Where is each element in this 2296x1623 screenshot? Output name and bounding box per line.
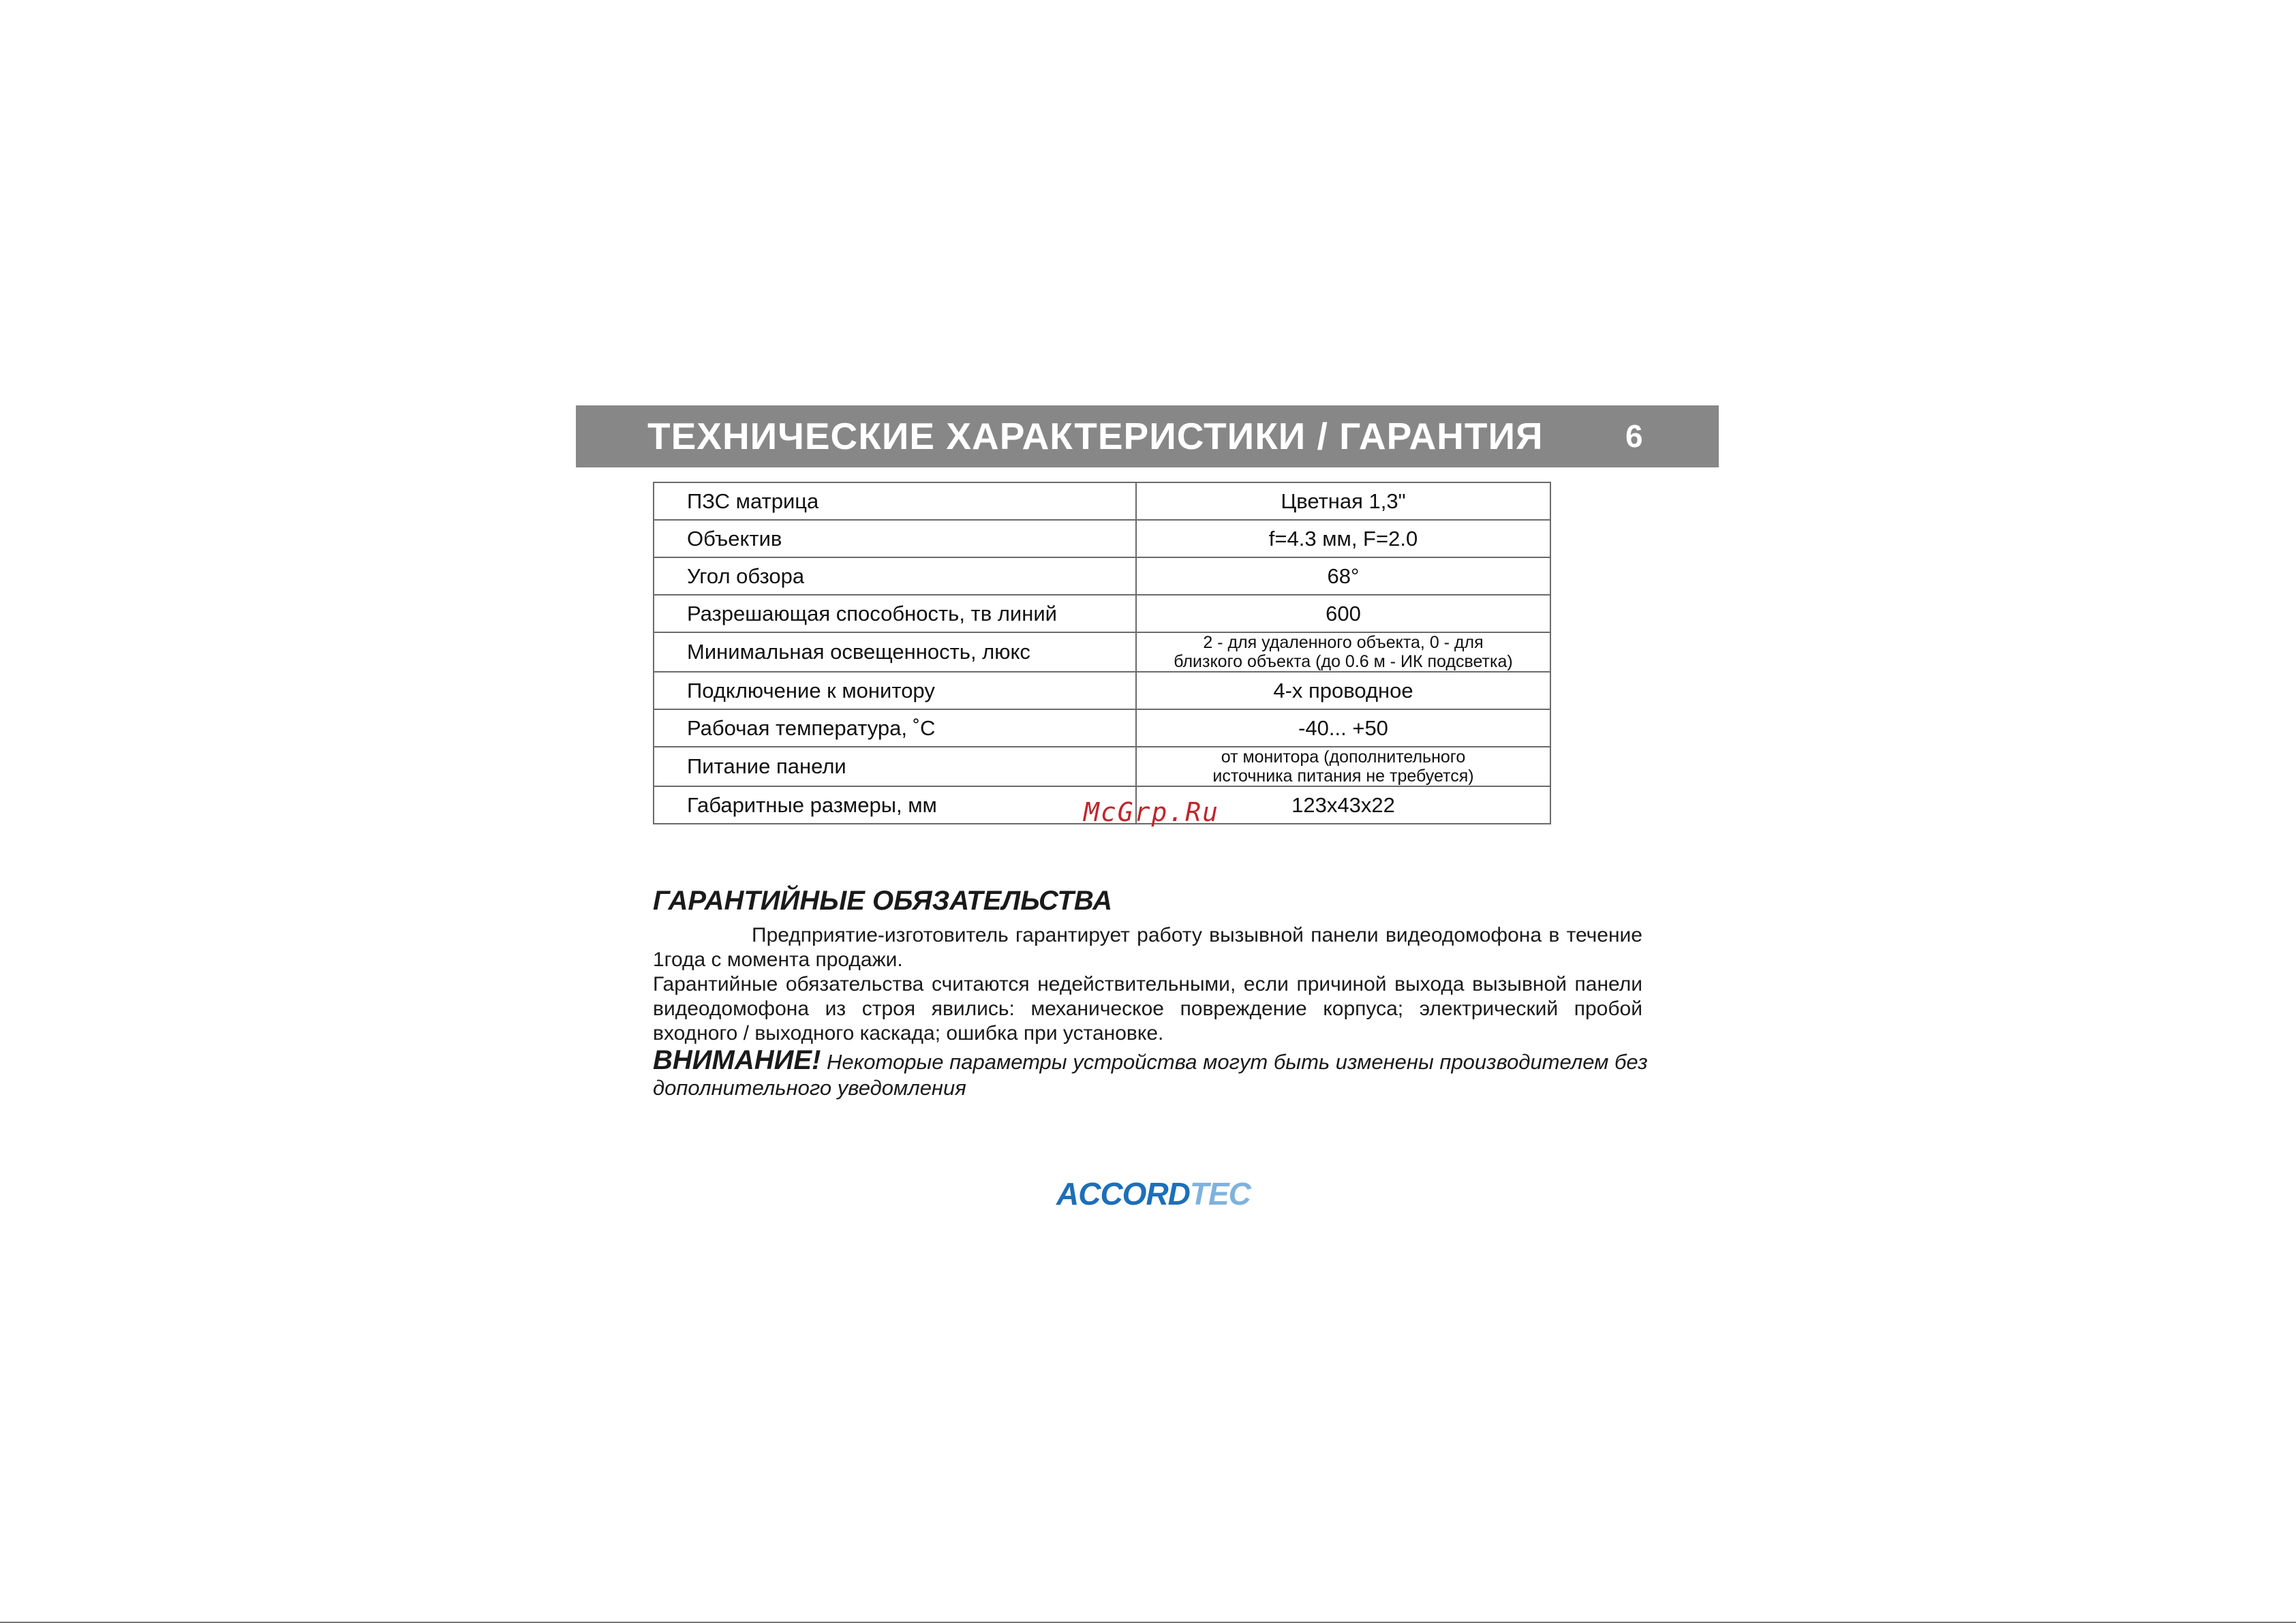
watermark: McGrp.Ru: [1084, 797, 1220, 827]
spec-value: 4-х проводное: [1136, 672, 1550, 709]
page-title: ТЕХНИЧЕСКИЕ ХАРАКТЕРИСТИКИ / ГАРАНТИЯ: [647, 415, 1544, 457]
warranty-paragraph: Гарантийные обязательства считаются недействительными, если причиной выхода вызывной панели видеодомофона из строя явились: механическое повреждение корпуса; электрический пробой входного / выходного каскада; ошибка при установке.: [653, 973, 1642, 1045]
table-row: [654, 482, 1550, 520]
spec-value: 600: [1136, 595, 1550, 632]
spec-value: 123x43x22: [1136, 786, 1550, 824]
spec-value: [1136, 747, 1550, 786]
table-row: [654, 709, 1550, 747]
spec-param: Подключение к монитору: [654, 672, 1136, 709]
spec-param: ПЗС матрица: [654, 482, 1136, 520]
spec-value-line: 2 - для удаленного объекта, 0 - для: [1203, 633, 1484, 652]
spec-value: -40... +50: [1136, 709, 1550, 747]
table-row: [654, 557, 1550, 595]
warranty-heading: ГАРАНТИЙНЫЕ ОБЯЗАТЕЛЬСТВА: [653, 886, 1113, 916]
table-row: [654, 672, 1550, 709]
spec-value-line: источника питания не требуется): [1212, 767, 1474, 786]
section-header-bar: [576, 405, 1719, 467]
logo-part-accord: ACCORD: [1056, 1176, 1190, 1211]
attention-label: ВНИМАНИЕ!: [653, 1045, 821, 1075]
accordtec-logo: [1056, 1175, 1251, 1212]
logo-part-tec: TEC: [1189, 1176, 1251, 1211]
spec-param: Минимальная освещенность, люкс: [654, 632, 1136, 672]
attention-notice: [653, 1047, 1648, 1101]
table-row: [654, 520, 1550, 557]
spec-value: [1136, 632, 1550, 672]
attention-text: Некоторые параметры устройства могут быть изменены производителем без дополнительного уведомления: [653, 1050, 1648, 1100]
table-row: [654, 632, 1550, 672]
table-row: [654, 747, 1550, 786]
spec-value: f=4.3 мм, F=2.0: [1136, 520, 1550, 557]
spec-value: 68°: [1136, 557, 1550, 595]
spec-param: Разрешающая способность, тв линий: [654, 595, 1136, 632]
spec-value-line: от монитора (дополнительного: [1221, 747, 1466, 767]
spec-param: Рабочая температура, ˚С: [654, 709, 1136, 747]
spec-value-line: близкого объекта (до 0.6 м - ИК подсветка): [1174, 652, 1513, 671]
spec-param: Объектив: [654, 520, 1136, 557]
warranty-paragraph: Предприятие-изготовитель гарантирует работу вызывной панели видеодомофона в течение 1года с момента продажи.: [653, 924, 1642, 971]
spec-param: Габаритные размеры, мм: [654, 786, 1136, 824]
spec-value: Цветная 1,3": [1136, 482, 1550, 520]
spec-param: Угол обзора: [654, 557, 1136, 595]
specifications-table: [653, 482, 1551, 824]
table-row: [654, 595, 1550, 632]
warranty-body: [653, 923, 1642, 1046]
page-number: 6: [1625, 418, 1643, 454]
spec-param: Питание панели: [654, 747, 1136, 786]
